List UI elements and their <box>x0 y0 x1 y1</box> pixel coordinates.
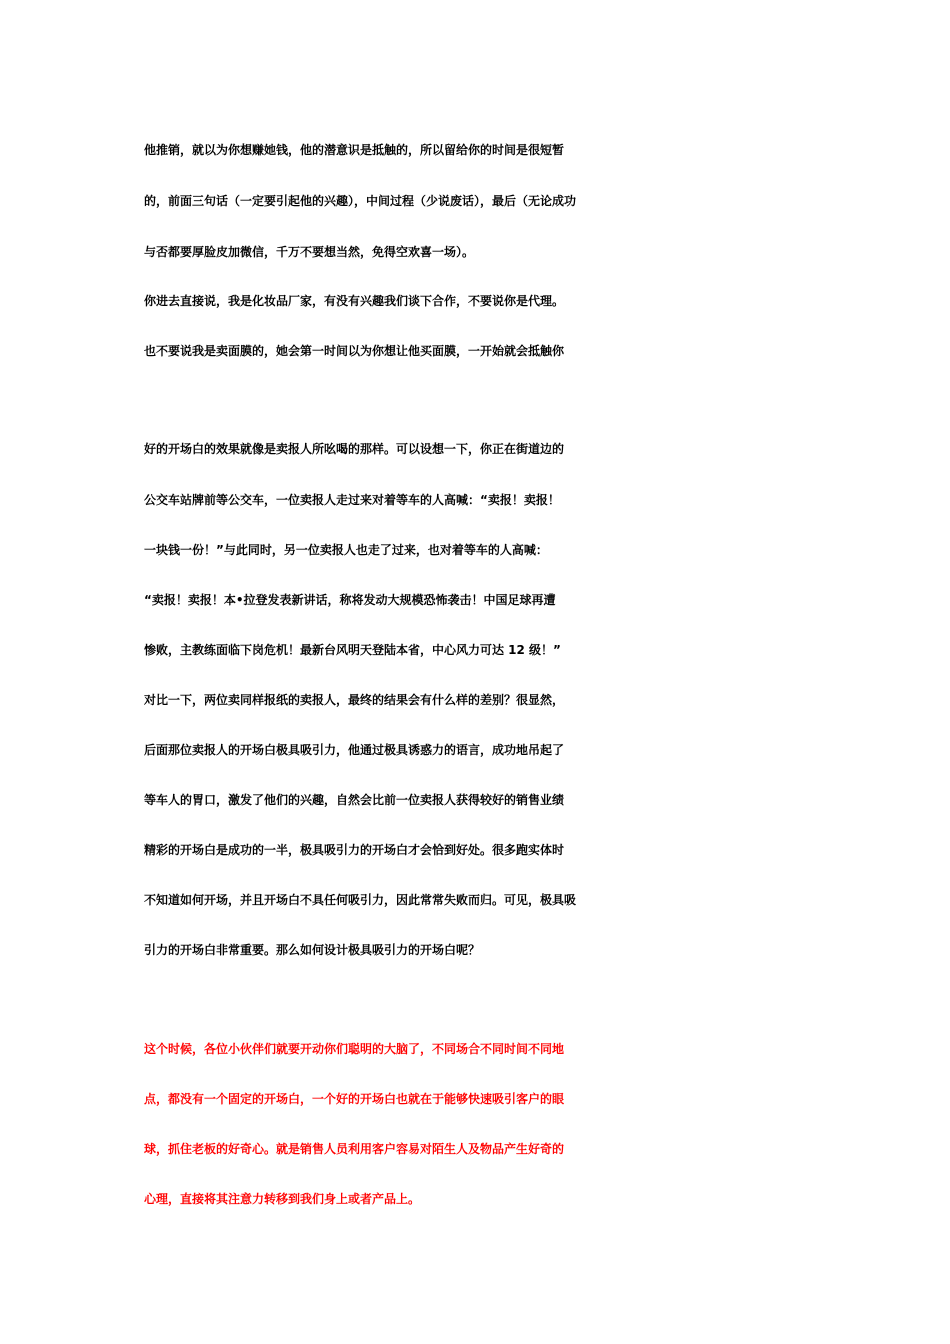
text-line: 一块钱一份！”与此同时，另一位卖报人也走了过来，也对着等车的人高喊： <box>144 543 548 557</box>
text-line: 惨败，主教练面临下岗危机！最新台风明天登陆本省，中心风力可达 12 级！” <box>144 643 561 657</box>
text-line: 后面那位卖报人的开场白极具吸引力，他通过极具诱惑力的语言，成功地吊起了 <box>144 743 565 757</box>
text-line: 对比一下，两位卖同样报纸的卖报人，最终的结果会有什么样的差别？很显然， <box>144 693 565 707</box>
highlight-text-line: 这个时候，各位小伙伴们就要开动你们聪明的大脑了，不同场合不同时间不同地 <box>144 1042 565 1056</box>
text-line: 精彩的开场白是成功的一半，极具吸引力的开场白才会恰到好处。很多跑实体时 <box>144 843 565 857</box>
highlight-text-line: 球，抓住老板的好奇心。就是销售人员利用客户容易对陌生人及物品产生好奇的 <box>144 1142 565 1156</box>
text-line: 的，前面三句话（一定要引起他的兴趣），中间过程（少说废话），最后（无论成功 <box>144 194 577 208</box>
highlight-text-line: 点，都没有一个固定的开场白，一个好的开场白也就在于能够快速吸引客户的眼 <box>144 1092 565 1106</box>
text-line: 你进去直接说，我是化妆品厂家，有没有兴趣我们谈下合作，不要说你是代理。 <box>144 294 565 308</box>
text-line: 等车人的胃口，激发了他们的兴趣，自然会比前一位卖报人获得较好的销售业绩 <box>144 793 565 807</box>
text-line: 与否都要厚脸皮加微信，千万不要想当然，免得空欢喜一场）。 <box>144 245 475 259</box>
text-line: 不知道如何开场，并且开场白不具任何吸引力，因此常常失败而归。可见，极具吸 <box>144 893 577 907</box>
text-line: 好的开场白的效果就像是卖报人所吆喝的那样。可以设想一下，你正在街道边的 <box>144 442 565 456</box>
text-line: 也不要说我是卖面膜的，她会第一时间以为你想让他买面膜，一开始就会抵触你 <box>144 344 565 358</box>
text-line: “卖报！卖报！本•拉登发表新讲话，称将发动大规模恐怖袭击！中国足球再遭 <box>144 593 556 607</box>
text-line: 引力的开场白非常重要。那么如何设计极具吸引力的开场白呢？ <box>144 943 481 957</box>
highlight-text-line: 心理，直接将其注意力转移到我们身上或者产品上。 <box>144 1192 421 1206</box>
text-line: 他推销，就以为你想赚她钱，他的潜意识是抵触的，所以留给你的时间是很短暂 <box>144 143 565 157</box>
text-line: 公交车站牌前等公交车，一位卖报人走过来对着等车的人高喊：“卖报！卖报！ <box>144 493 560 507</box>
